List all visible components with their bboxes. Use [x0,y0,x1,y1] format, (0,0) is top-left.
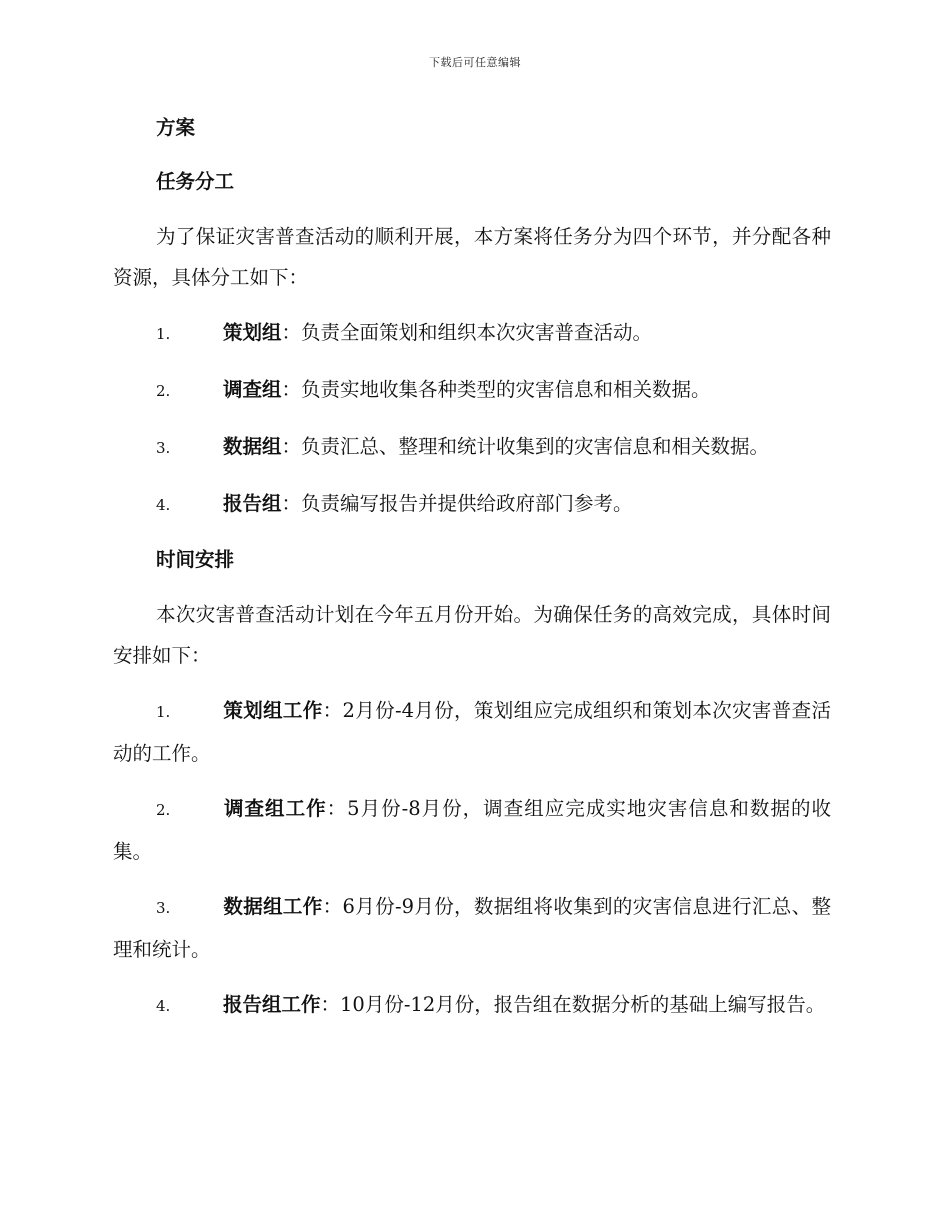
header-note: 下载后可任意编辑 [429,56,521,69]
list-item [113,690,831,774]
list-term: 报告组工作 [223,993,321,1016]
list-item [113,984,831,1027]
list-term: 数据组工作 [223,895,323,918]
section-heading-task-division: 任务分工 [156,170,235,193]
list-number: 4. [156,496,171,514]
list-item [113,369,831,412]
document-body [113,108,831,1041]
section-intro-task-division: 为了保证灾害普查活动的顺利开展，本方案将任务分为四个环节，并分配各种资源，具体分工如下： [113,225,831,289]
list-item [113,886,831,970]
list-item [113,426,831,469]
list-number: 2. [156,801,171,819]
list-number: 1. [156,703,171,721]
list-text: ：负责编写报告并提供给政府部门参考。 [281,492,633,515]
document-title: 方案 [156,116,196,139]
section-intro-schedule: 本次灾害普查活动计划在今年五月份开始。为确保任务的高效完成，具体时间安排如下： [113,603,831,667]
list-item [113,788,831,872]
list-text: ：负责汇总、整理和统计收集到的灾害信息和相关数据。 [281,435,770,458]
list-term: 策划组工作 [223,699,323,722]
list-item [113,312,831,355]
list-term: 调查组工作 [223,797,327,820]
list-text: ：10月份-12月份，报告组在数据分析的基础上编写报告。 [320,993,826,1016]
list-text: ：负责实地收集各种类型的灾害信息和相关数据。 [281,378,711,401]
list-text: ：6月份-9月份，数据组将收集到的灾害信息进行汇总、整理和统计。 [113,895,831,961]
list-term: 调查组 [223,378,282,401]
list-text: ：负责全面策划和组织本次灾害普查活动。 [281,321,653,344]
list-number: 2. [156,382,171,400]
list-text: ：2月份-4月份，策划组应完成组织和策划本次灾害普查活动的工作。 [113,699,831,765]
list-term: 报告组 [223,492,282,515]
list-number: 3. [156,439,171,457]
list-number: 3. [156,899,171,917]
list-number: 1. [156,325,171,343]
list-term: 数据组 [223,435,282,458]
list-text: ：5月份-8月份，调查组应完成实地灾害信息和数据的收集。 [113,797,831,863]
list-item [113,483,831,526]
list-term: 策划组 [223,321,282,344]
section-heading-schedule: 时间安排 [156,548,235,571]
list-number: 4. [156,997,171,1015]
